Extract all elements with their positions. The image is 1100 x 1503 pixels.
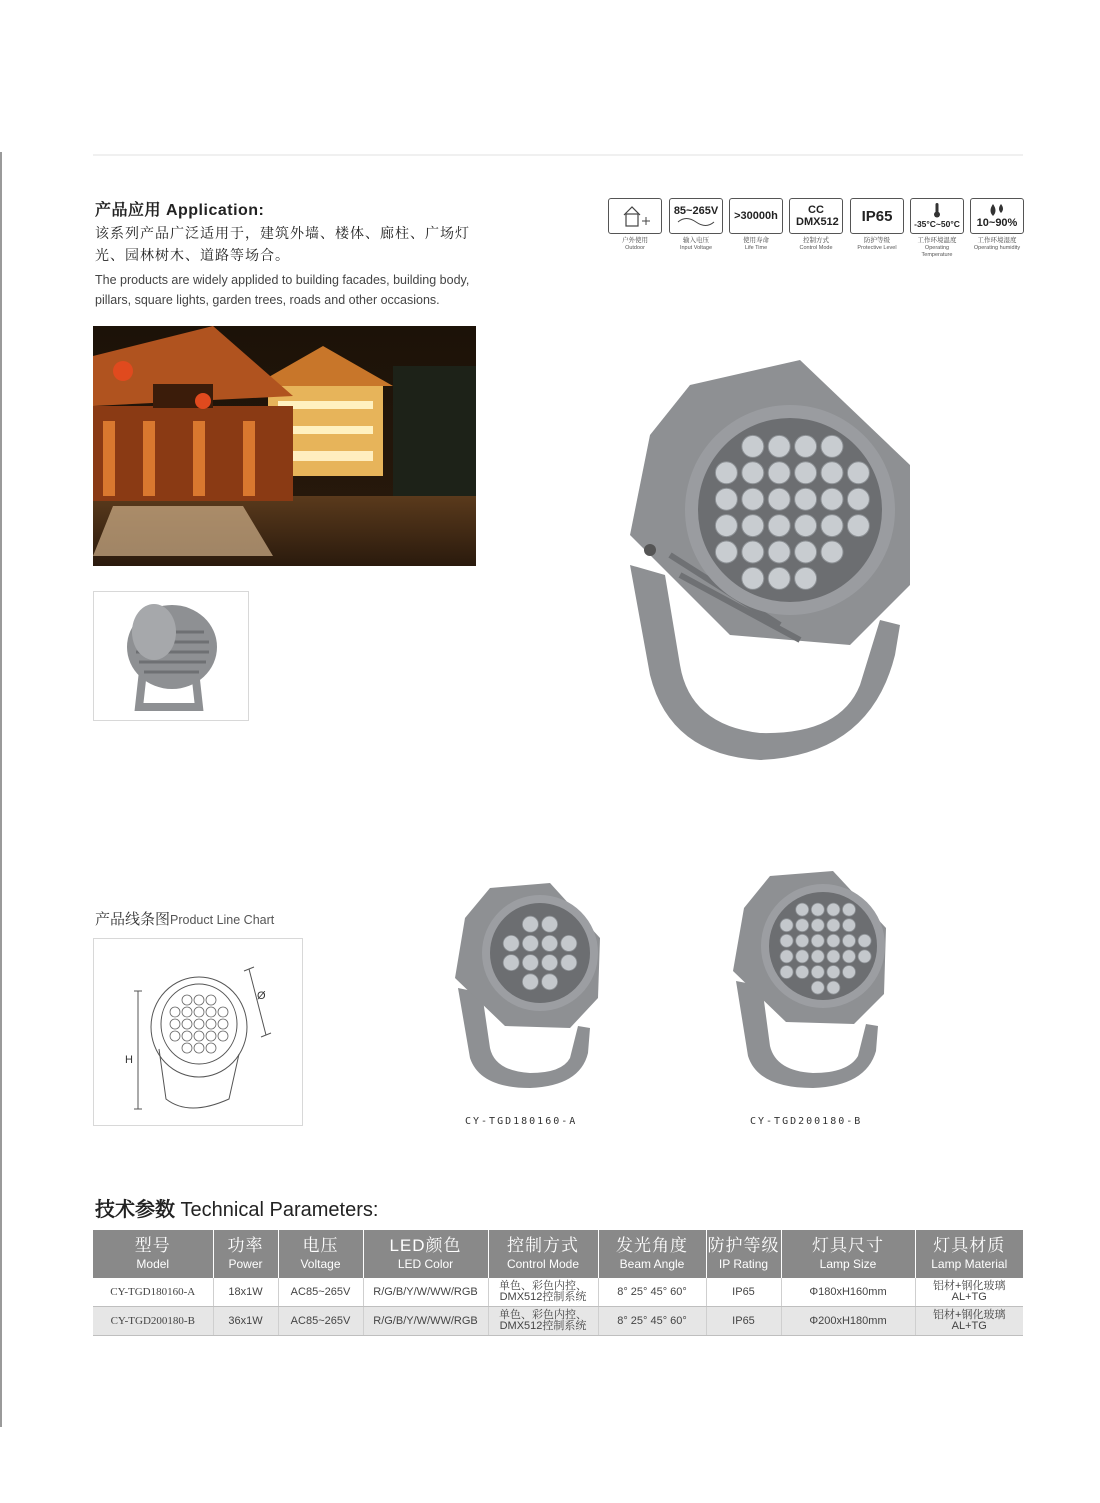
led-lens: [742, 488, 764, 510]
application-text-cn: 该系列产品广泛适用于，建筑外墙、楼体、廊柱、广场灯光、园林树木、道路等场合。: [95, 225, 470, 263]
led-lens: [742, 515, 764, 537]
led-lens: [811, 934, 824, 947]
led-lens: [503, 955, 519, 971]
cell-color: R/G/B/Y/W/WW/RGB: [363, 1307, 488, 1336]
line-chart-title: 产品线条图Product Line Chart: [95, 911, 275, 928]
led-lens: [768, 541, 790, 563]
col-header: 功率 Power: [213, 1230, 278, 1278]
application-text-en: The products are widely applided to building facades, building body, pillars, square lights, garden trees, roads and other occasions.: [95, 273, 470, 307]
led-lens: [218, 1019, 228, 1029]
led-lens: [542, 974, 558, 990]
led-lens: [715, 515, 737, 537]
feature-control: CC DMX512 控制方式 Control Mode: [789, 198, 843, 252]
led-lens: [194, 1007, 204, 1017]
led-lens: [742, 541, 764, 563]
col-header: 灯具尺寸 Lamp Size: [781, 1230, 915, 1278]
col-header: 型号 Model: [93, 1230, 213, 1278]
led-lens: [742, 462, 764, 484]
led-lens: [780, 966, 793, 979]
led-lens: [742, 435, 764, 457]
cell-material: 铝材+钢化玻璃 AL+TG: [915, 1307, 1023, 1336]
led-lens: [542, 916, 558, 932]
cell-model: CY-TGD200180-B: [93, 1307, 213, 1336]
col-header: 灯具材质 Lamp Material: [915, 1230, 1023, 1278]
led-lens: [796, 919, 809, 932]
led-lens: [795, 435, 817, 457]
led-lens: [218, 1031, 228, 1041]
cell-ip: IP65: [706, 1278, 781, 1307]
cell-model: CY-TGD180160-A: [93, 1278, 213, 1307]
led-lens: [182, 1007, 192, 1017]
led-lens: [768, 515, 790, 537]
feature-outdoor: 户外使用 Outdoor: [608, 198, 662, 252]
led-lens: [827, 919, 840, 932]
led-lens: [843, 950, 856, 963]
height-label: H: [125, 1054, 133, 1066]
led-lens: [796, 903, 809, 916]
led-lens: [780, 934, 793, 947]
col-header: LED颜色 LED Color: [363, 1230, 488, 1278]
led-lens: [811, 981, 824, 994]
led-lens: [768, 567, 790, 589]
col-header: 防护等级 IP Rating: [706, 1230, 781, 1278]
led-lens: [821, 515, 843, 537]
tech-params-table: [93, 1230, 1023, 1336]
led-lens: [811, 919, 824, 932]
voltage-wave-icon: 85~265V: [669, 198, 723, 234]
led-lens: [827, 981, 840, 994]
product-thumbnail: [93, 591, 249, 721]
cell-control: 单色、彩色内控、DMX512控制系统: [488, 1307, 598, 1336]
cell-control: 单色、彩色内控、DMX512控制系统: [488, 1278, 598, 1307]
led-lens: [542, 935, 558, 951]
cell-voltage: AC85~265V: [278, 1278, 363, 1307]
led-lens: [843, 903, 856, 916]
page-left-rule: [0, 152, 2, 1427]
feature-ip: IP65 防护等级 Protective Level: [850, 198, 904, 252]
col-header: 发光角度 Beam Angle: [598, 1230, 706, 1278]
model-a-image: [440, 878, 610, 1098]
led-lens: [858, 950, 871, 963]
led-lens: [194, 1019, 204, 1029]
col-header: 电压 Voltage: [278, 1230, 363, 1278]
led-lens: [795, 515, 817, 537]
led-lens: [821, 488, 843, 510]
led-lens: [768, 435, 790, 457]
led-lens: [561, 935, 577, 951]
cell-power: 36x1W: [213, 1307, 278, 1336]
line-drawing: [93, 938, 303, 1126]
outdoor-house-icon: [608, 198, 662, 234]
led-lens: [522, 916, 538, 932]
cell-power: 18x1W: [213, 1278, 278, 1307]
cell-size: Φ180xH160mm: [781, 1278, 915, 1307]
led-lens: [206, 995, 216, 1005]
led-lens: [182, 1019, 192, 1029]
cell-beam: 8° 25° 45° 60°: [598, 1307, 706, 1336]
led-lens: [821, 435, 843, 457]
led-lens: [206, 1007, 216, 1017]
led-lens: [827, 903, 840, 916]
cell-voltage: AC85~265V: [278, 1307, 363, 1336]
feature-icons: [608, 198, 1028, 258]
diameter-label: Ø: [257, 990, 266, 1002]
led-lens: [827, 934, 840, 947]
led-lens: [811, 903, 824, 916]
led-lens: [542, 955, 558, 971]
application-photo: [93, 326, 476, 566]
led-lens: [827, 950, 840, 963]
humidity-drop-icon: 10~90%: [970, 198, 1024, 234]
cell-size: Φ200xH180mm: [781, 1307, 915, 1336]
led-lens: [206, 1043, 216, 1053]
led-lens: [182, 995, 192, 1005]
cell-material: 铝材+钢化玻璃 AL+TG: [915, 1278, 1023, 1307]
col-header: 控制方式 Control Mode: [488, 1230, 598, 1278]
led-lens: [194, 1031, 204, 1041]
led-lens: [847, 462, 869, 484]
led-lens: [843, 934, 856, 947]
ip-icon: IP65: [850, 198, 904, 234]
led-lens: [194, 1043, 204, 1053]
led-lens: [795, 541, 817, 563]
led-lens: [847, 488, 869, 510]
cell-ip: IP65: [706, 1307, 781, 1336]
led-lens: [522, 974, 538, 990]
table-row: [93, 1278, 1023, 1307]
led-lens: [170, 1019, 180, 1029]
control-icon: CC DMX512: [789, 198, 843, 234]
application-title: 产品应用 Application:: [95, 202, 265, 219]
led-lens: [742, 567, 764, 589]
led-lens: [811, 966, 824, 979]
led-lens: [847, 515, 869, 537]
led-lens: [796, 950, 809, 963]
feature-humidity: 10~90% 工作环境湿度 Operating humidity: [970, 198, 1024, 252]
led-lens: [768, 462, 790, 484]
led-lens: [715, 541, 737, 563]
lifetime-icon: >30000h: [729, 198, 783, 234]
led-lens: [811, 950, 824, 963]
led-lens: [821, 541, 843, 563]
product-hero-image: [610, 355, 940, 775]
led-lens: [843, 966, 856, 979]
led-lens: [522, 955, 538, 971]
led-lens: [780, 950, 793, 963]
model-b-image: [718, 866, 898, 1096]
led-lens: [858, 934, 871, 947]
led-lens: [768, 488, 790, 510]
led-lens: [796, 966, 809, 979]
cell-beam: 8° 25° 45° 60°: [598, 1278, 706, 1307]
led-lens: [218, 1007, 228, 1017]
led-lens: [796, 934, 809, 947]
led-lens: [795, 567, 817, 589]
led-lens: [170, 1031, 180, 1041]
tech-params-title: 技术参数 Technical Parameters:: [95, 1199, 379, 1221]
page-top-rule: [93, 154, 1023, 156]
led-lens: [503, 935, 519, 951]
model-a-caption: CY-TGD180160-A: [465, 1116, 578, 1127]
led-lens: [827, 966, 840, 979]
led-lens: [194, 995, 204, 1005]
led-lens: [843, 919, 856, 932]
cell-color: R/G/B/Y/W/WW/RGB: [363, 1278, 488, 1307]
led-lens: [715, 488, 737, 510]
feature-lifetime: >30000h 使用寿命 Life Time: [729, 198, 783, 252]
thermometer-icon: -35°C~50°C: [910, 198, 964, 234]
table-row: [93, 1307, 1023, 1336]
led-lens: [795, 488, 817, 510]
feature-temperature: -35°C~50°C 工作环境温度 Operating Temperature: [910, 198, 964, 259]
led-lens: [522, 935, 538, 951]
led-lens: [780, 919, 793, 932]
led-lens: [182, 1031, 192, 1041]
led-lens: [715, 462, 737, 484]
led-lens: [795, 462, 817, 484]
led-lens: [170, 1007, 180, 1017]
model-b-caption: CY-TGD200180-B: [750, 1116, 863, 1127]
led-lens: [206, 1031, 216, 1041]
table-header-row: [93, 1230, 1023, 1278]
feature-voltage: 85~265V 输入电压 Input Voltage: [669, 198, 723, 252]
led-lens: [182, 1043, 192, 1053]
led-lens: [821, 462, 843, 484]
led-lens: [206, 1019, 216, 1029]
led-lens: [561, 955, 577, 971]
